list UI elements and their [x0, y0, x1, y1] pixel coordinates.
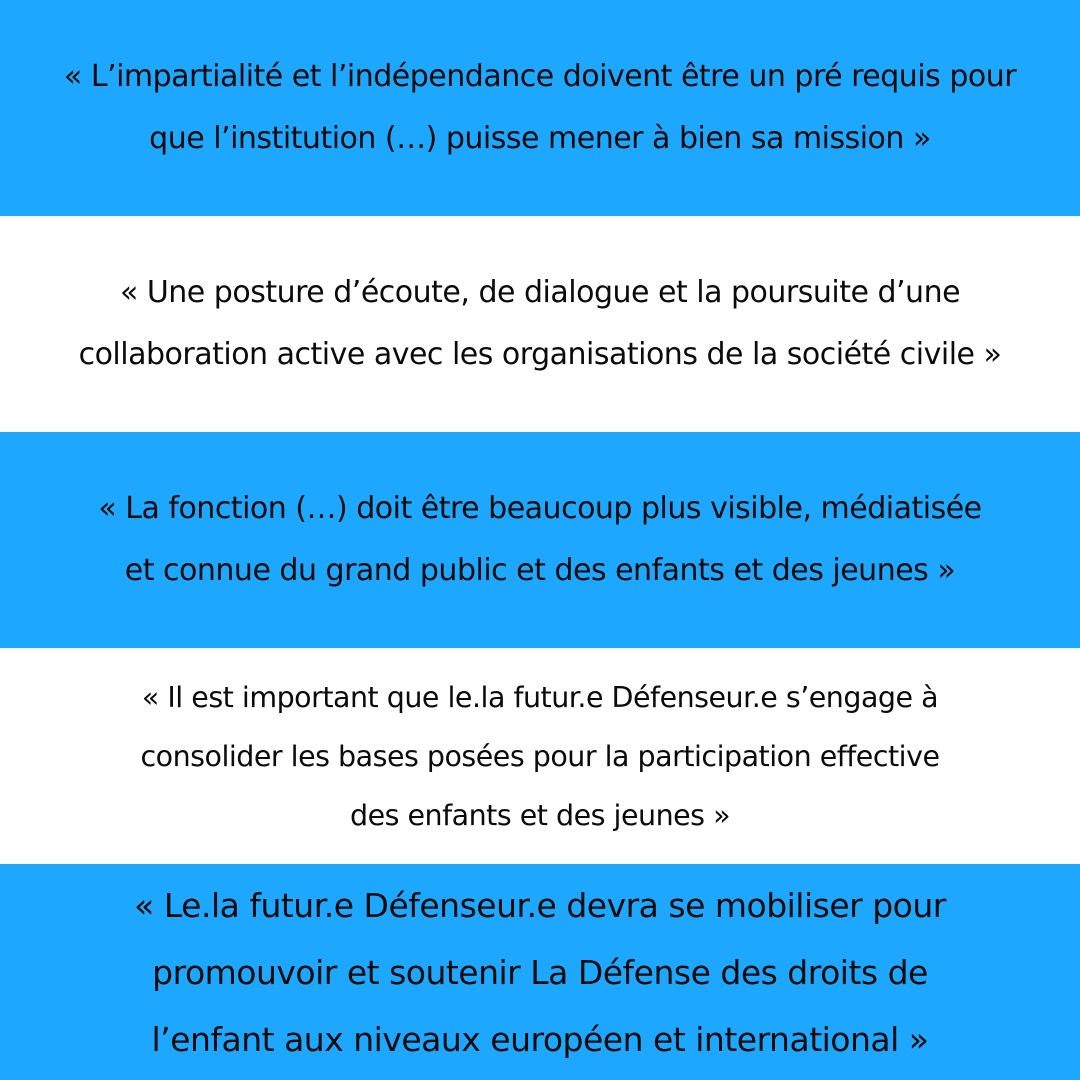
quote-4 [140, 668, 939, 845]
quote-3 [98, 478, 981, 602]
quote-2-line-1: « Une posture d’écoute, de dialogue et la poursuite d’une [119, 275, 961, 310]
quote-band-5 [0, 864, 1080, 1080]
quote-4-line-1: « Il est important que le.la futur.e Défenseur.e s’engage à [141, 680, 939, 714]
quote-1-line-1: « L’impartialité et l’indépendance doivent être un pré requis pour [63, 59, 1017, 94]
quote-band-2 [0, 216, 1080, 432]
quote-5-line-1: « Le.la futur.e Défenseur.e devra se mobiliser pour [134, 885, 946, 925]
quote-4-line-3: des enfants et des jeunes » [349, 798, 731, 832]
quote-2-line-2: collaboration active avec les organisations de la société civile » [78, 337, 1002, 372]
quote-band-1 [0, 0, 1080, 216]
quote-5-line-3: l’enfant aux niveaux européen et international » [151, 1019, 929, 1059]
quote-3-line-1: « La fonction (…) doit être beaucoup plus visible, médiatisée [98, 491, 982, 526]
quote-5-line-2: promouvoir et soutenir La Défense des droits de [152, 952, 928, 992]
quote-band-4 [0, 648, 1080, 864]
quote-2 [79, 262, 1002, 386]
quote-band-3 [0, 432, 1080, 648]
quote-1-line-2: que l’institution (…) puisse mener à bien sa mission » [149, 121, 931, 156]
quote-1 [64, 46, 1016, 170]
quote-3-line-2: et connue du grand public et des enfants et des jeunes » [124, 553, 956, 588]
quote-5 [134, 872, 946, 1073]
quote-4-line-2: consolider les bases posées pour la participation effective [140, 739, 940, 773]
